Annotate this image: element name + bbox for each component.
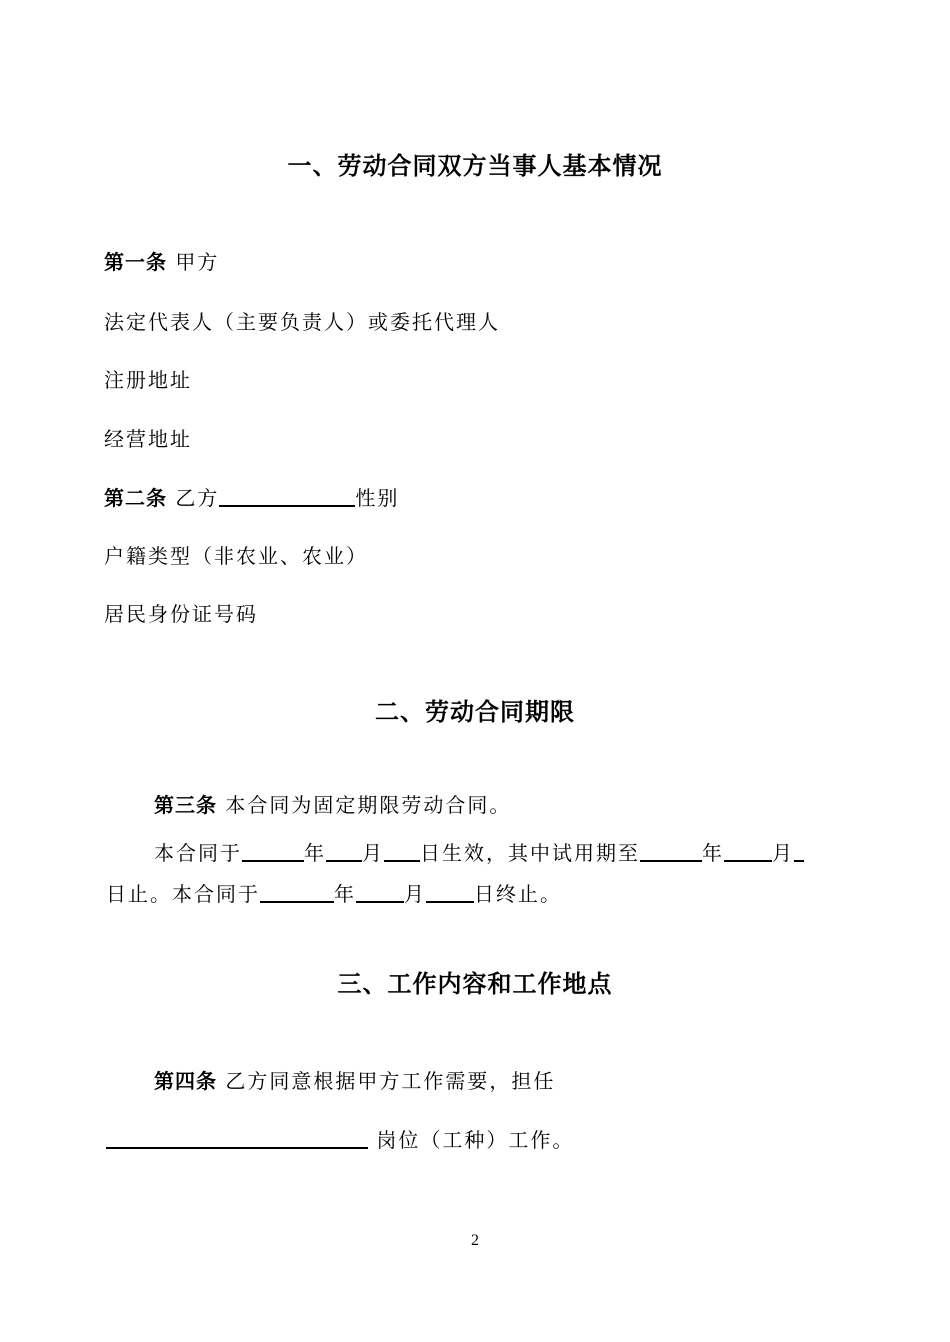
start-year-blank[interactable] bbox=[242, 840, 304, 862]
end-year-blank[interactable] bbox=[260, 881, 334, 903]
business-address-label: 经营地址 bbox=[104, 427, 192, 451]
article4-line bbox=[154, 1065, 555, 1094]
year-label: 年 bbox=[334, 882, 356, 906]
start-day-blank[interactable] bbox=[384, 840, 420, 862]
registered-address-label: 注册地址 bbox=[104, 368, 192, 392]
year-label: 年 bbox=[304, 841, 326, 865]
start-month-blank[interactable] bbox=[326, 840, 362, 862]
probation-text: 日生效，其中试用期至 bbox=[420, 841, 640, 865]
article2-text: 乙方 bbox=[175, 486, 220, 510]
article4-text: 乙方同意根据甲方工作需要，担任 bbox=[225, 1069, 556, 1093]
article3-label: 第三条 bbox=[154, 793, 217, 817]
id-number-label: 居民身份证号码 bbox=[104, 602, 258, 626]
legal-representative-label: 法定代表人（主要负责人）或委托代理人 bbox=[104, 310, 500, 334]
probation-year-blank[interactable] bbox=[640, 840, 702, 862]
term-start-prefix: 本合同于 bbox=[154, 841, 242, 865]
article4-label: 第四条 bbox=[154, 1069, 217, 1093]
article2-label: 第二条 bbox=[104, 486, 167, 510]
section2-heading: 二、劳动合同期限 bbox=[375, 698, 575, 726]
probation-month-blank[interactable] bbox=[724, 840, 772, 862]
term-end-prefix: 日止。本合同于 bbox=[106, 882, 260, 906]
term-line-1 bbox=[154, 837, 804, 866]
section3-heading: 三、工作内容和工作地点 bbox=[337, 970, 613, 998]
end-day-blank[interactable] bbox=[426, 881, 474, 903]
household-type-label: 户籍类型（非农业、农业） bbox=[104, 544, 368, 568]
article3-line bbox=[154, 789, 511, 818]
month-label: 月 bbox=[362, 841, 384, 865]
article1-text: 甲方 bbox=[175, 250, 220, 274]
article2-gender: 性别 bbox=[355, 486, 400, 510]
article1-line bbox=[104, 246, 219, 275]
article3-text: 本合同为固定期限劳动合同。 bbox=[225, 793, 512, 817]
section1-heading: 一、劳动合同双方当事人基本情况 bbox=[287, 152, 663, 180]
year-label: 年 bbox=[702, 841, 724, 865]
party-b-name-blank[interactable] bbox=[219, 485, 355, 507]
position-blank[interactable] bbox=[106, 1127, 368, 1149]
article1-label: 第一条 bbox=[104, 250, 167, 274]
month-label: 月 bbox=[772, 841, 794, 865]
end-month-blank[interactable] bbox=[356, 881, 404, 903]
term-line-2 bbox=[106, 878, 562, 907]
month-label: 月 bbox=[404, 882, 426, 906]
probation-day-blank[interactable] bbox=[794, 840, 804, 862]
term-end-suffix: 日终止。 bbox=[474, 882, 562, 906]
article2-line bbox=[104, 482, 399, 511]
position-line bbox=[106, 1124, 574, 1153]
page-number: 2 bbox=[471, 1232, 479, 1249]
position-text: 岗位（工种）工作。 bbox=[376, 1128, 575, 1152]
